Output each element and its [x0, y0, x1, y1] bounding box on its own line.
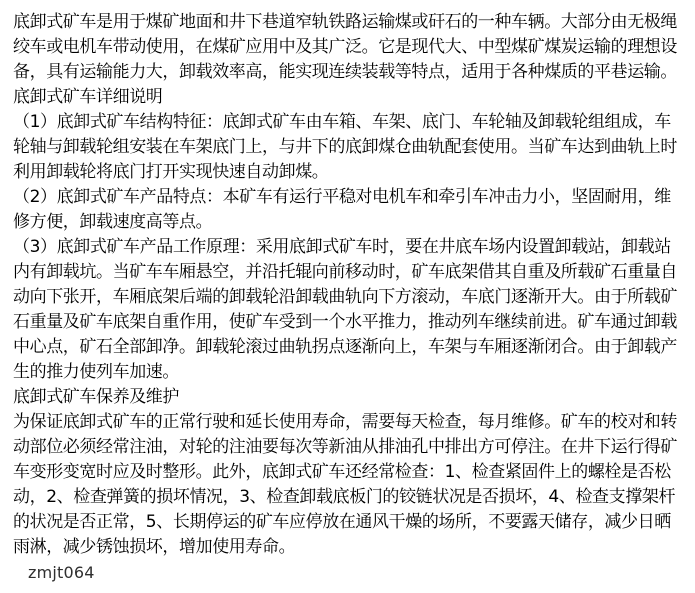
text-line: 动部位必须经常注油，对轮的注油要每次等新油从排油孔中排出方可停注。在井下运行得矿	[13, 437, 677, 457]
text-line: （2）底卸式矿车产品特点：本矿车有运行平稳对电机车和牵引车冲击力小，坚固耐用，维	[13, 187, 671, 207]
text-line: 备，具有运输能力大，卸载效率高，能实现连续装载等特点，适用于各种煤质的平巷运输。	[13, 62, 677, 82]
text-line: （3）底卸式矿车产品工作原理：采用底卸式矿车时，要在井底车场内设置卸载站，卸载站	[13, 237, 671, 257]
text-line: 车变形变宽时应及时整形。此外，底卸式矿车还经常检查：1、检查紧固件上的螺栓是否松	[13, 462, 671, 482]
text-line: 为保证底卸式矿车的正常行驶和延长使用寿命，需要每天检查，每月维修。矿车的校对和转	[13, 412, 677, 432]
text-line: 动向下张开，车厢底架后端的卸载轮沿卸载曲轨向下方滚动，车底门逐渐开大。由于所载矿	[13, 287, 677, 307]
text-line: 的状况是否正常，5、长期停运的矿车应停放在通风干燥的场所，不要露天储存，减少日晒	[13, 512, 671, 532]
text-line: 绞车或电机车带动使用，在煤矿应用中及其广泛。它是现代大、中型煤矿煤炭运输的理想设	[13, 37, 677, 57]
text-line: 轮轴与卸载轮组安装在车架底门上，与井下的底卸煤仓曲轨配套使用。当矿车达到曲轨上时	[13, 137, 677, 157]
text-line: 修方便，卸载速度高等点。	[13, 212, 213, 232]
text-line: 动，2、检查弹簧的损坏情况，3、检查卸载底板门的铰链状况是否损坏，4、检查支撑架杆	[13, 487, 676, 507]
text-line: 生的推力使列车加速。	[13, 362, 179, 382]
text-line: 雨淋，减少锈蚀损坏，增加使用寿命。	[13, 537, 296, 557]
text-line: 内有卸载坑。当矿车车厢悬空，并沿托辊向前移动时，矿车底架借其自重及所载矿石重量自	[13, 262, 677, 282]
text-line: 石重量及矿车底架自重作用，使矿车受到一个水平推力，推动列车继续前进。矿车通过卸载	[13, 312, 677, 332]
text-line: 中心点，矿石全部卸净。卸载轮滚过曲轨拐点逐渐向上，车架与车厢逐渐闭合。由于卸载产	[13, 337, 677, 357]
section-heading: 底卸式矿车详细说明	[13, 87, 163, 107]
text-line: 利用卸载轮将底门打开实现快速自动卸煤。	[13, 162, 329, 182]
section-heading: 底卸式矿车保养及维护	[13, 387, 179, 407]
text-line: 底卸式矿车是用于煤矿地面和井下巷道窄轨铁路运输煤或矸石的一种车辆。大部分由无极绳	[13, 12, 677, 32]
text-line: （1）底卸式矿车结构特征：底卸式矿车由车箱、车架、底门、车轮轴及卸载轮组组成，车	[13, 112, 671, 132]
watermark-text: zmjt064	[28, 563, 95, 582]
